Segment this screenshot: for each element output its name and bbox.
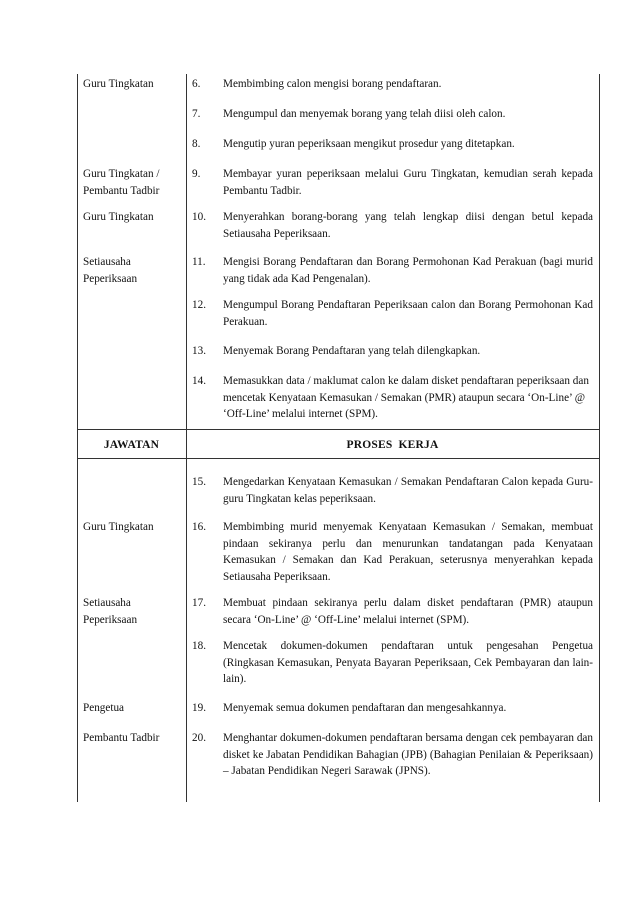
row-number: 15. bbox=[192, 476, 206, 488]
process-step-text: Mengumpul dan menyemak borang yang telah diisi oleh calon. bbox=[223, 108, 506, 120]
table-border-right bbox=[599, 74, 600, 802]
row-number: 14. bbox=[192, 375, 206, 387]
process-step-text: Membimbing murid menyemak Kenyataan Kemasukan / Semakan, membuat pindaan sekiranya perlu dan menurunkan tandatangan pada Kenyataan Kemasukan / Semakan dan Kad Perakuan, seterusnya menyerahkan kepada Setiausaha Peperiksaan. bbox=[223, 521, 593, 583]
process-step-text: Membimbing calon mengisi borang pendaftaran. bbox=[223, 78, 442, 90]
process-step-text: Membayar yuran peperiksaan melalui Guru Tingkatan, kemudian serah kepada Pembantu Tadbir. bbox=[223, 168, 593, 197]
role-cell: Guru Tingkatan bbox=[83, 521, 154, 533]
row-number: 9. bbox=[192, 168, 201, 180]
row-number: 6. bbox=[192, 78, 201, 90]
role-cell: Guru Tingkatan bbox=[83, 211, 154, 223]
header-jawatan: JAWATAN bbox=[103, 439, 160, 451]
process-step-text: Menyerahkan borang-borang yang telah lengkap diisi dengan betul kepada Setiausaha Peperiksaan. bbox=[223, 211, 593, 240]
process-step-text: Menyemak Borang Pendaftaran yang telah dilengkapkan. bbox=[223, 345, 481, 357]
process-step-text: Membuat pindaan sekiranya perlu dalam disket pendaftaran (PMR) ataupun secara ‘On-Line’ @ ‘Off-Line’ melalui internet (SPM). bbox=[223, 597, 593, 626]
role-cell: Guru Tingkatan bbox=[83, 78, 154, 90]
row-number: 18. bbox=[192, 640, 206, 652]
role-cell: Pengetua bbox=[83, 702, 125, 714]
row-number: 8. bbox=[192, 138, 201, 150]
row-number: 12. bbox=[192, 299, 206, 311]
process-step-text: Mengutip yuran peperiksaan mengikut prosedur yang ditetapkan. bbox=[223, 138, 515, 150]
row-number: 20. bbox=[192, 732, 206, 744]
header-proses-kerja: PROSES KERJA bbox=[346, 439, 439, 451]
process-step-text: Mengumpul Borang Pendaftaran Peperiksaan calon dan Borang Permohonan Kad Perakuan. bbox=[223, 299, 593, 328]
row-number: 19. bbox=[192, 702, 206, 714]
process-step-text: Menyemak semua dokumen pendaftaran dan mengesahkannya. bbox=[223, 702, 507, 714]
role-cell: Setiausaha Peperiksaan bbox=[83, 597, 138, 626]
process-step-text: Mengedarkan Kenyataan Kemasukan / Semakan Pendaftaran Calon kepada Guru-guru Tingkatan kelas peperiksaan. bbox=[223, 476, 593, 505]
process-step-text: Mengisi Borang Pendaftaran dan Borang Permohonan Kad Perakuan (bagi murid yang tidak ada Kad Pengenalan). bbox=[223, 256, 593, 285]
header-bottom-line bbox=[77, 458, 600, 459]
row-number: 11. bbox=[192, 256, 206, 268]
role-cell: Setiausaha Peperiksaan bbox=[83, 256, 138, 285]
header-top-line bbox=[77, 429, 600, 430]
row-number: 17. bbox=[192, 597, 206, 609]
process-step-text: Memasukkan data / maklumat calon ke dalam disket pendaftaran peperiksaan dan mencetak Kenyataan Kemasukan / Semakan (PMR) ataupun secara ‘On-Line’ @ ‘Off-Line’ melalui internet (SPM). bbox=[223, 375, 589, 420]
row-number: 16. bbox=[192, 521, 206, 533]
process-step-text: Mencetak dokumen-dokumen pendaftaran untuk pengesahan Pengetua (Ringkasan Kemasukan, Penyata Bayaran Peperiksaan, Cek Pembayaran dan lain-lain). bbox=[223, 640, 593, 685]
row-number: 7. bbox=[192, 108, 201, 120]
role-cell: Guru Tingkatan / Pembantu Tadbir bbox=[83, 168, 160, 197]
role-cell: Pembantu Tadbir bbox=[83, 732, 160, 744]
process-step-text: Menghantar dokumen-dokumen pendaftaran bersama dengan cek pembayaran dan disket ke Jabatan Pendidikan Bahagian (JPB) (Bahagian Penilaian & Peperiksaan) – Jabatan Pendidikan Negeri Sarawak (JPNS). bbox=[223, 732, 593, 777]
row-number: 10. bbox=[192, 211, 206, 223]
row-number: 13. bbox=[192, 345, 206, 357]
